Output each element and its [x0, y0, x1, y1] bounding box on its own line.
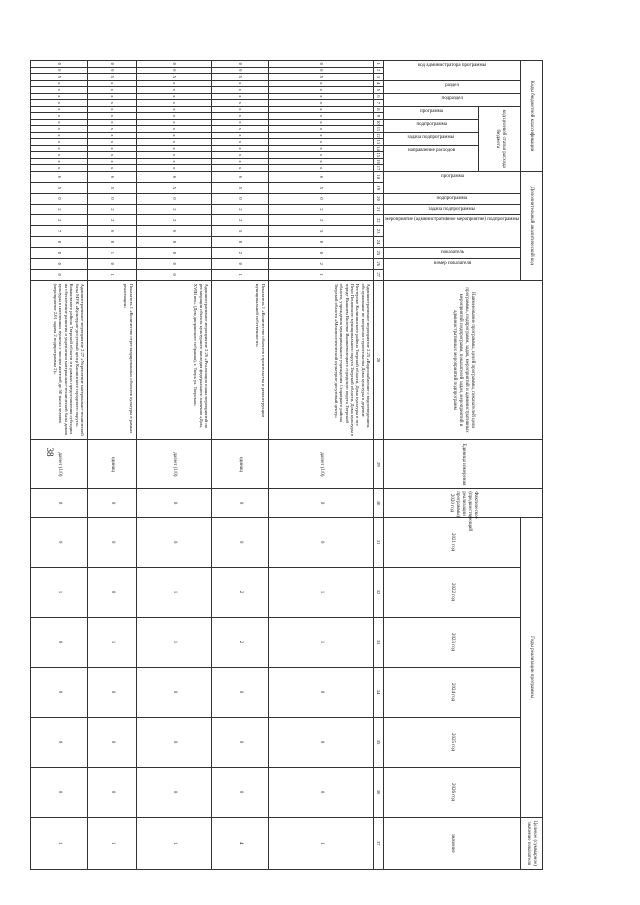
- row-value-2024: 0: [211, 667, 268, 717]
- code-digit: x: [268, 132, 374, 139]
- header-fact: Фактическое (предшествующий реализации программы) 2020 год: [384, 489, 543, 517]
- table-row: [88, 61, 137, 870]
- col-num: 25: [374, 247, 384, 258]
- code-digit: 5: [88, 74, 137, 81]
- code-digit: 2: [268, 258, 374, 269]
- col-num: 35: [374, 717, 384, 767]
- code-digit: x: [136, 152, 211, 159]
- col-num: 6: [374, 93, 384, 100]
- code-digit: 0: [136, 237, 211, 248]
- code-digit: x: [88, 106, 137, 113]
- code-digit: x: [136, 165, 211, 172]
- code-digit: 0: [268, 237, 374, 248]
- code-digit: 5: [211, 74, 268, 81]
- code-digit: x: [31, 152, 88, 159]
- col-num: 27: [374, 269, 384, 280]
- code-digit: 6: [268, 171, 374, 182]
- code-digit: x: [268, 106, 374, 113]
- row-value-2025: 0: [88, 717, 137, 767]
- header-a-program: программа: [384, 171, 521, 193]
- row-value-2022: 0: [88, 567, 137, 617]
- col-num: 5: [374, 87, 384, 94]
- code-digit: 2: [136, 204, 211, 215]
- code-digit: 1: [211, 269, 268, 280]
- row-value-2021: 0: [136, 517, 211, 567]
- row-value-2024: 0: [268, 667, 374, 717]
- code-digit: x: [211, 113, 268, 120]
- code-digit: x: [31, 106, 88, 113]
- code-digit: x: [88, 152, 137, 159]
- table-body: [31, 61, 374, 870]
- code-digit: 0: [88, 193, 137, 204]
- code-digit: x: [136, 158, 211, 165]
- col-num: 31: [374, 517, 384, 567]
- code-digit: x: [268, 80, 374, 87]
- row-value-2026: 0: [31, 767, 88, 817]
- code-digit: x: [268, 87, 374, 94]
- code-digit: 0: [31, 258, 88, 269]
- code-digit: 0: [136, 247, 211, 258]
- column-numbers-row: [374, 61, 384, 870]
- col-num: 17: [374, 165, 384, 172]
- row-value-2026: 0: [211, 767, 268, 817]
- col-num: 11: [374, 126, 384, 133]
- col-num: 9: [374, 113, 384, 120]
- code-digit: 5: [268, 182, 374, 193]
- row-fact: 0: [136, 489, 211, 517]
- code-digit: 0: [31, 247, 88, 258]
- code-digit: 6: [31, 171, 88, 182]
- col-num: 22: [374, 215, 384, 226]
- code-digit: x: [136, 132, 211, 139]
- row-value-2023: 1: [136, 617, 211, 667]
- row-fact: 0: [268, 489, 374, 517]
- code-digit: 0: [31, 269, 88, 280]
- row-value-2025: 0: [31, 717, 88, 767]
- row-value-2023: 1: [268, 617, 374, 667]
- row-unit: единиц: [88, 440, 137, 489]
- col-num: 36: [374, 767, 384, 817]
- code-digit: 2: [31, 215, 88, 226]
- program-table: [30, 60, 543, 870]
- code-digit: 0: [31, 193, 88, 204]
- header-year-2023: 2023 год: [384, 617, 521, 667]
- row-value-2026: 0: [136, 767, 211, 817]
- col-num: 24: [374, 237, 384, 248]
- header-year-2021: 2021 год: [384, 517, 521, 567]
- code-digit: 0: [31, 237, 88, 248]
- code-digit: x: [211, 93, 268, 100]
- code-digit: 5: [211, 226, 268, 237]
- row-target-value: 1: [136, 817, 211, 869]
- code-digit: 1: [88, 247, 137, 258]
- col-num: 2: [374, 67, 384, 74]
- code-digit: 0: [88, 237, 137, 248]
- code-digit: x: [268, 126, 374, 133]
- row-value-2022: 2: [211, 567, 268, 617]
- col-num: 14: [374, 145, 384, 152]
- code-digit: 0: [268, 61, 374, 68]
- header-year-2022: 2022 год: [384, 567, 521, 617]
- row-target-value: 1: [31, 817, 88, 869]
- row-value-2021: 0: [268, 517, 374, 567]
- row-value-2022: 1: [268, 567, 374, 617]
- code-digit: 5: [211, 182, 268, 193]
- code-digit: 6: [136, 67, 211, 74]
- table-row: [268, 61, 374, 870]
- row-value-2024: 0: [136, 667, 211, 717]
- row-value-2025: 0: [211, 717, 268, 767]
- code-digit: x: [136, 80, 211, 87]
- code-digit: x: [136, 113, 211, 120]
- row-unit: единиц: [211, 440, 268, 489]
- code-digit: 0: [268, 247, 374, 258]
- code-digit: 2: [136, 215, 211, 226]
- table-row: [31, 61, 88, 870]
- row-name: Административное мероприятие 2.25 «Водоснабжение с водоотведением, обслуживание по вопросам строительства Дома культуры в деревне Нестерово Калининского района Тверской области, Дома культуры в пгт Пено Пеновского муниципального округа Тверской области, Дома культуры в городе Вышнем Волочке Вышневолоцкого городского округа Тверской области, учреждения муниципального учреждения Старицкого района Тверской области «Межпоселенческий культурно-досуговый центр»: [268, 280, 374, 440]
- code-digit: 6: [268, 67, 374, 74]
- row-target-value: 4: [211, 817, 268, 869]
- header-unit: Единица измерения: [384, 440, 543, 489]
- header-budget-codes: Коды бюджетной классификации: [521, 61, 543, 172]
- code-digit: x: [88, 126, 137, 133]
- col-num: 21: [374, 204, 384, 215]
- code-digit: 0: [136, 258, 211, 269]
- header-a-indicator: показатель: [384, 247, 521, 258]
- row-value-2025: 0: [268, 717, 374, 767]
- code-digit: x: [268, 100, 374, 107]
- code-digit: x: [136, 126, 211, 133]
- code-digit: x: [211, 139, 268, 146]
- header-name: Наименование программы, целей программы, показателей цели программы, подпрограмм, задач, мероприятий и административных мероприятий подпрограмм, показателей задач, мероприятий и административных мероприятий подпрограмм: [384, 280, 543, 440]
- code-digit: x: [31, 93, 88, 100]
- code-digit: 5: [268, 74, 374, 81]
- col-num: 16: [374, 158, 384, 165]
- header-year-2026: 2026 год: [384, 767, 521, 817]
- col-num: 23: [374, 226, 384, 237]
- row-value-2021: 0: [88, 517, 137, 567]
- code-digit: x: [31, 80, 88, 87]
- code-digit: 2: [31, 204, 88, 215]
- code-digit: x: [88, 158, 137, 165]
- code-digit: 1: [88, 269, 137, 280]
- col-num: 18: [374, 171, 384, 182]
- header-subprogram: подпрограмма: [384, 119, 479, 132]
- col-num: 33: [374, 617, 384, 667]
- code-digit: 6: [211, 171, 268, 182]
- code-digit: x: [136, 119, 211, 126]
- table-row: [136, 61, 211, 870]
- col-num: 32: [374, 567, 384, 617]
- code-digit: x: [88, 93, 137, 100]
- code-digit: 2: [211, 215, 268, 226]
- code-digit: x: [136, 87, 211, 94]
- code-digit: x: [211, 158, 268, 165]
- code-digit: x: [268, 113, 374, 120]
- code-digit: x: [136, 139, 211, 146]
- row-unit: да/нет (1/0): [268, 440, 374, 489]
- code-digit: x: [268, 145, 374, 152]
- code-digit: 5: [31, 74, 88, 81]
- row-fact: 0: [31, 489, 88, 517]
- code-digit: 0: [211, 61, 268, 68]
- code-digit: 0: [211, 237, 268, 248]
- header-year-2025: 2025 год: [384, 717, 521, 767]
- code-digit: 2: [268, 215, 374, 226]
- row-value-2021: 0: [211, 517, 268, 567]
- code-digit: x: [211, 100, 268, 107]
- code-digit: 0: [211, 258, 268, 269]
- col-num: 7: [374, 100, 384, 107]
- code-digit: 2: [211, 204, 268, 215]
- row-value-2025: 0: [136, 717, 211, 767]
- header-year-2024: 2024 год: [384, 667, 521, 717]
- code-digit: 0: [136, 61, 211, 68]
- col-num: 19: [374, 182, 384, 193]
- code-digit: 2: [88, 215, 137, 226]
- col-num: 4: [374, 80, 384, 87]
- col-num: 15: [374, 152, 384, 159]
- code-digit: x: [268, 152, 374, 159]
- row-value-2024: 0: [88, 667, 137, 717]
- code-digit: x: [268, 139, 374, 146]
- code-digit: 0: [88, 61, 137, 68]
- col-num: 12: [374, 132, 384, 139]
- code-digit: x: [211, 80, 268, 87]
- col-num: 20: [374, 193, 384, 204]
- code-digit: x: [88, 139, 137, 146]
- code-digit: x: [211, 165, 268, 172]
- header-admin-code: код администратора программы: [384, 61, 521, 81]
- row-name: Административное мероприятие 2.26 «Реализация плана мероприятий по реставрации объекта культурного наследия федерального значения «Дом, XVIII век» (Дом дворянского собрания), г. Тверь ул. Тверская»: [136, 280, 211, 440]
- code-digit: 6: [136, 226, 211, 237]
- col-num: 30: [374, 489, 384, 517]
- code-digit: 6: [211, 67, 268, 74]
- code-digit: x: [268, 158, 374, 165]
- col-num: 37: [374, 817, 384, 869]
- row-value-2022: 1: [31, 567, 88, 617]
- code-digit: 6: [31, 67, 88, 74]
- page-number: 38: [45, 447, 55, 457]
- header-expense-direction: направление расходов: [384, 145, 479, 171]
- header-a-indicator-num: номер показателя: [384, 258, 521, 280]
- rotated-page: [53, 60, 543, 870]
- code-digit: 5: [136, 182, 211, 193]
- header-target: Целевое (суммарное) значение показателя: [521, 817, 543, 869]
- code-digit: x: [31, 165, 88, 172]
- code-digit: 2: [268, 204, 374, 215]
- row-value-2024: 0: [31, 667, 88, 717]
- code-digit: x: [88, 132, 137, 139]
- code-digit: x: [211, 106, 268, 113]
- code-digit: x: [88, 165, 137, 172]
- code-digit: 7: [31, 226, 88, 237]
- code-digit: 6: [136, 171, 211, 182]
- row-value-2023: 0: [31, 617, 88, 667]
- code-digit: x: [211, 152, 268, 159]
- code-digit: x: [31, 145, 88, 152]
- code-digit: 0: [136, 269, 211, 280]
- code-digit: x: [136, 93, 211, 100]
- code-digit: 0: [211, 193, 268, 204]
- header-program: программа: [384, 106, 479, 119]
- row-target-value: 1: [268, 817, 374, 869]
- code-digit: x: [268, 165, 374, 172]
- code-digit: x: [211, 145, 268, 152]
- header-a-task: задача подпрограммы: [384, 204, 521, 215]
- row-value-2023: 1: [88, 617, 137, 667]
- col-num: 34: [374, 667, 384, 717]
- col-num: 29: [374, 440, 384, 489]
- header-a-subprogram: подпрограмма: [384, 193, 521, 204]
- col-num: 1: [374, 61, 384, 68]
- row-unit: да/нет (1/0): [31, 440, 88, 489]
- code-digit: 5: [136, 74, 211, 81]
- code-digit: 5: [268, 226, 374, 237]
- code-digit: x: [31, 132, 88, 139]
- code-digit: x: [88, 113, 137, 120]
- code-digit: x: [31, 113, 88, 120]
- header-value: значение: [384, 817, 521, 869]
- code-digit: x: [88, 87, 137, 94]
- col-num: 26: [374, 258, 384, 269]
- code-digit: x: [211, 87, 268, 94]
- header-section: раздел: [384, 80, 521, 93]
- col-num: 8: [374, 106, 384, 113]
- row-name: Административное мероприятие 2.27 «Укрепление материально-технической базы МУК «Культурно-досуговый центр Кашинского городского округа» Конаковского района Тверской области и в рамках предоставления субсидии на обеспечение развития и укрепления материально-технической базы домов культуры в населенных пунктах с числом жителей до 50 тысяч человек (мероприятие 2.01 задача 2 подпрограммы 2)»: [31, 280, 88, 440]
- code-digit: x: [31, 126, 88, 133]
- code-digit: x: [211, 132, 268, 139]
- code-digit: x: [211, 119, 268, 126]
- code-digit: 2: [211, 247, 268, 258]
- row-target-value: 1: [88, 817, 137, 869]
- row-unit: да/нет (1/0): [136, 440, 211, 489]
- code-digit: 0: [136, 193, 211, 204]
- code-digit: x: [88, 145, 137, 152]
- header-years: Годы реализации программы: [521, 517, 543, 817]
- row-fact: 0: [88, 489, 137, 517]
- header-subsection: подраздел: [384, 93, 521, 106]
- header-a-event: мероприятие (административное мероприятие) подпрограммы: [384, 215, 521, 248]
- header-task: задача подпрограммы: [384, 132, 479, 145]
- code-digit: x: [88, 80, 137, 87]
- row-value-2026: 0: [268, 767, 374, 817]
- code-digit: x: [136, 100, 211, 107]
- header-target-item: код целевой статьи расхода бюджета: [479, 106, 521, 171]
- col-num: 13: [374, 139, 384, 146]
- col-num: 3: [374, 74, 384, 81]
- code-digit: 0: [31, 61, 88, 68]
- code-digit: x: [268, 119, 374, 126]
- rotated-table-container: [53, 60, 543, 870]
- code-digit: x: [88, 119, 137, 126]
- code-digit: 0: [88, 258, 137, 269]
- header-extra-code: Дополнительный аналитический код: [521, 171, 543, 280]
- code-digit: 6: [88, 226, 137, 237]
- code-digit: 5: [31, 182, 88, 193]
- code-digit: 6: [88, 171, 137, 182]
- code-digit: x: [136, 106, 211, 113]
- row-name: Показатель 1 «Количество объектов строительства и реконструкции муниципальной собственности»: [211, 280, 268, 440]
- code-digit: x: [31, 139, 88, 146]
- code-digit: x: [31, 100, 88, 107]
- row-fact: 0: [211, 489, 268, 517]
- code-digit: x: [31, 119, 88, 126]
- code-digit: 0: [268, 193, 374, 204]
- code-digit: 6: [88, 67, 137, 74]
- col-num: 10: [374, 119, 384, 126]
- table-row: [211, 61, 268, 870]
- row-value-2026: 0: [88, 767, 137, 817]
- row-name: Показатель 1 «Количество отреставрированных объектов культуры в рамках реализации»: [88, 280, 137, 440]
- col-num: 28: [374, 280, 384, 440]
- code-digit: x: [211, 126, 268, 133]
- row-value-2023: 2: [211, 617, 268, 667]
- code-digit: x: [31, 158, 88, 165]
- row-value-2021: 0: [31, 517, 88, 567]
- code-digit: x: [136, 145, 211, 152]
- code-digit: 2: [88, 204, 137, 215]
- row-value-2022: 1: [136, 567, 211, 617]
- code-digit: x: [268, 93, 374, 100]
- code-digit: 5: [88, 182, 137, 193]
- code-digit: 1: [268, 269, 374, 280]
- code-digit: x: [88, 100, 137, 107]
- code-digit: x: [31, 87, 88, 94]
